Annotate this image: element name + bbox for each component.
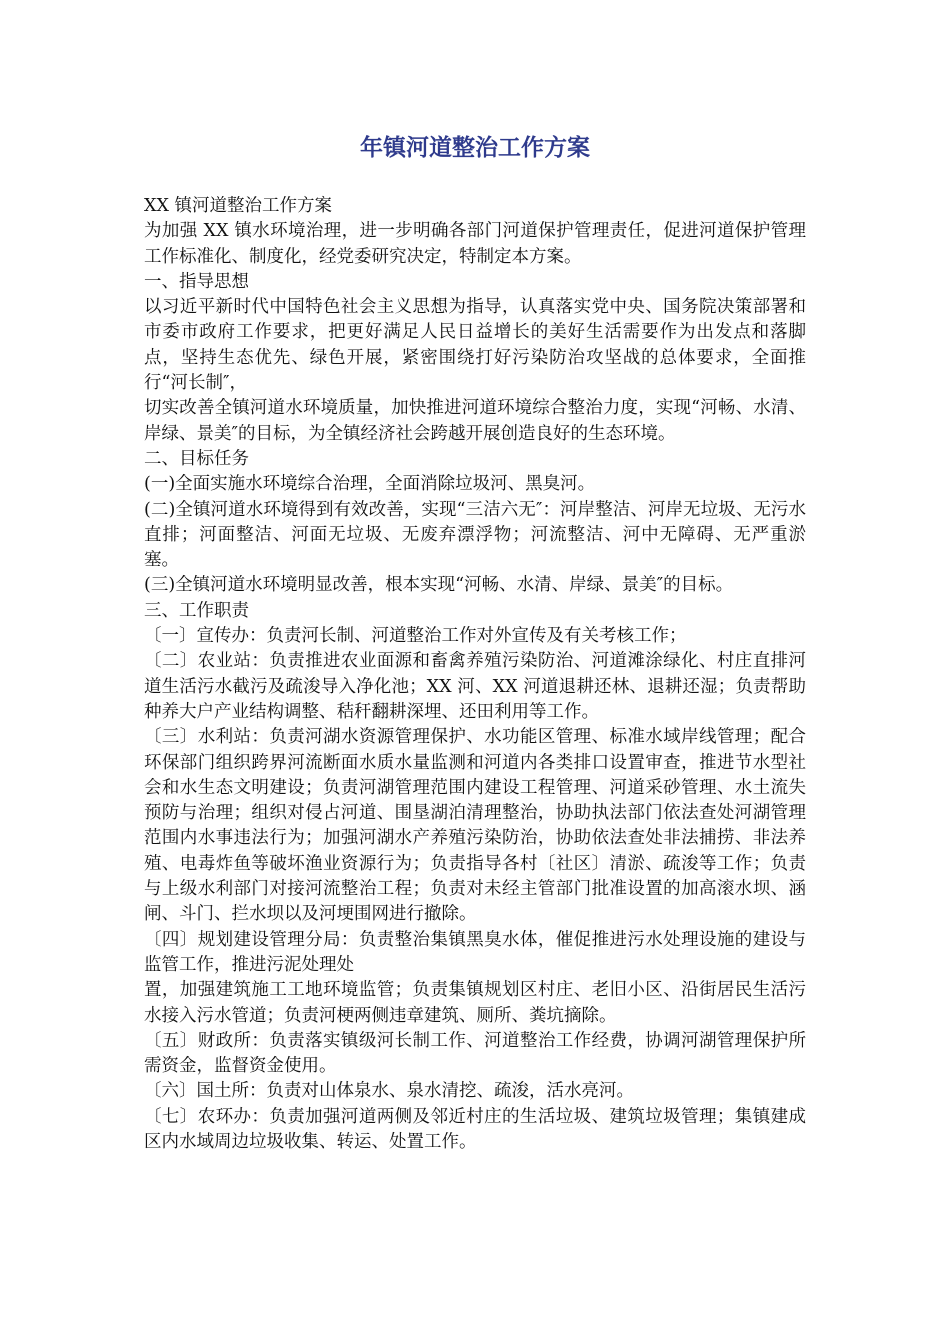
goal-item-2: (二)全镇河道水环境得到有效改善，实现“三洁六无″：河岸整洁、河岸无垃圾、无污水直排；河面整洁、河面无垃圾、无废弃漂浮物；河流整洁、河中无障碍、无严重淤塞。 [144,499,806,571]
goal-item-1: (一)全面实施水环境综合治理，全面消除垃圾河、黑臭河。 [144,474,596,495]
document-page [144,128,806,1155]
goal-item-3: (三)全镇河道水环境明显改善，根本实现“河畅、水清、岸绿、景美″的目标。 [144,575,734,596]
duty-item-land: 〔六〕国土所：负责对山体泉水、泉水清挖、疏浚，活水亮河。 [144,1081,634,1102]
duty-item-planning-cont: 置，加强建筑施工工地环境监管；负责集镇规划区村庄、老旧小区、沿街居民生活污水接入污水管道；负责河梗两侧违章建筑、厕所、粪坑摘除。 [144,980,806,1026]
duty-item-water-conservancy: 〔三〕水利站：负责河湖水资源管理保护、水功能区管理、标准水域岸线管理；配合环保部门组织跨界河流断面水质水量监测和河道内各类排口设置审查，推进节水型社会和水生态文明建设；负责河湖管理范围内建设工程管理、河道采砂管理、水土流失预防与治理；组织对侵占河道、围垦湖泊清理整治，协助执法部门依法查处河湖管理范围内水事违法行为；加强河湖水产养殖污染防治，协助依法查处非法捕捞、非法养殖、电毒炸鱼等破坏渔业资源行为；负责指导各村〔社区〕清淤、疏浚等工作；负责与上级水利部门对接河流整治工程；负责对未经主管部门批准设置的加高滚水坝、涵闸、斗门、拦水坝以及河埂围网进行撤除。 [144,727,806,925]
doc-subtitle: XX 镇河道整治工作方案 [144,196,332,216]
guiding-thought-paragraph: 以习近平新时代中国特色社会主义思想为指导，认真落实党中央、国务院决策部署和市委市政府工作要求，把更好满足人民日益增长的美好生活需要作为出发点和落脚点，坚持生态优先、绿色开展，紧密围绕打好污染防治攻坚战的总体要求，全面推行“河长制″， [144,297,806,394]
document-title: 年镇河道整治工作方案 [360,135,590,161]
duty-item-publicity: 〔一〕宣传办：负责河长制、河道整治工作对外宣传及有关考核工作； [144,626,687,647]
intro-paragraph: 为加强 XX 镇水环境治理，进一步明确各部门河道保护管理责任，促进河道保护管理工作标准化、制度化，经党委研究决定，特制定本方案。 [144,221,806,267]
guiding-thought-paragraph-cont: 切实改善全镇河道水环境质量，加快推进河道环境综合整治力度，实现“河畅、水清、岸绿、景美″的目标，为全镇经济社会跨越开展创造良好的生态环境。 [144,398,806,444]
duty-item-agriculture: 〔二〕农业站：负责推进农业面源和畜禽养殖污染防治、河道滩涂绿化、村庄直排河道生活污水截污及疏浚导入净化池；XX 河、XX 河道退耕还林、退耕还湿；负责帮助种养大户产业结构调整、秸秆翻耕深埋、还田利用等工作。 [144,651,806,722]
section-heading-duties: 三、工作职责 [144,600,249,621]
section-heading-guiding-thought: 一、指导思想 [144,271,249,292]
section-heading-goals: 二、目标任务 [144,448,249,469]
duty-item-planning: 〔四〕规划建设管理分局：负责整治集镇黑臭水体，催促推进污水处理设施的建设与监管工作，推进污泥处理处 [144,929,806,975]
duty-item-rural-environment: 〔七〕农环办：负责加强河道两侧及邻近村庄的生活垃圾、建筑垃圾管理；集镇建成区内水域周边垃圾收集、转运、处置工作。 [144,1106,806,1152]
duty-item-finance: 〔五〕财政所：负责落实镇级河长制工作、河道整治工作经费，协调河湖管理保护所需资金，监督资金使用。 [144,1030,806,1077]
